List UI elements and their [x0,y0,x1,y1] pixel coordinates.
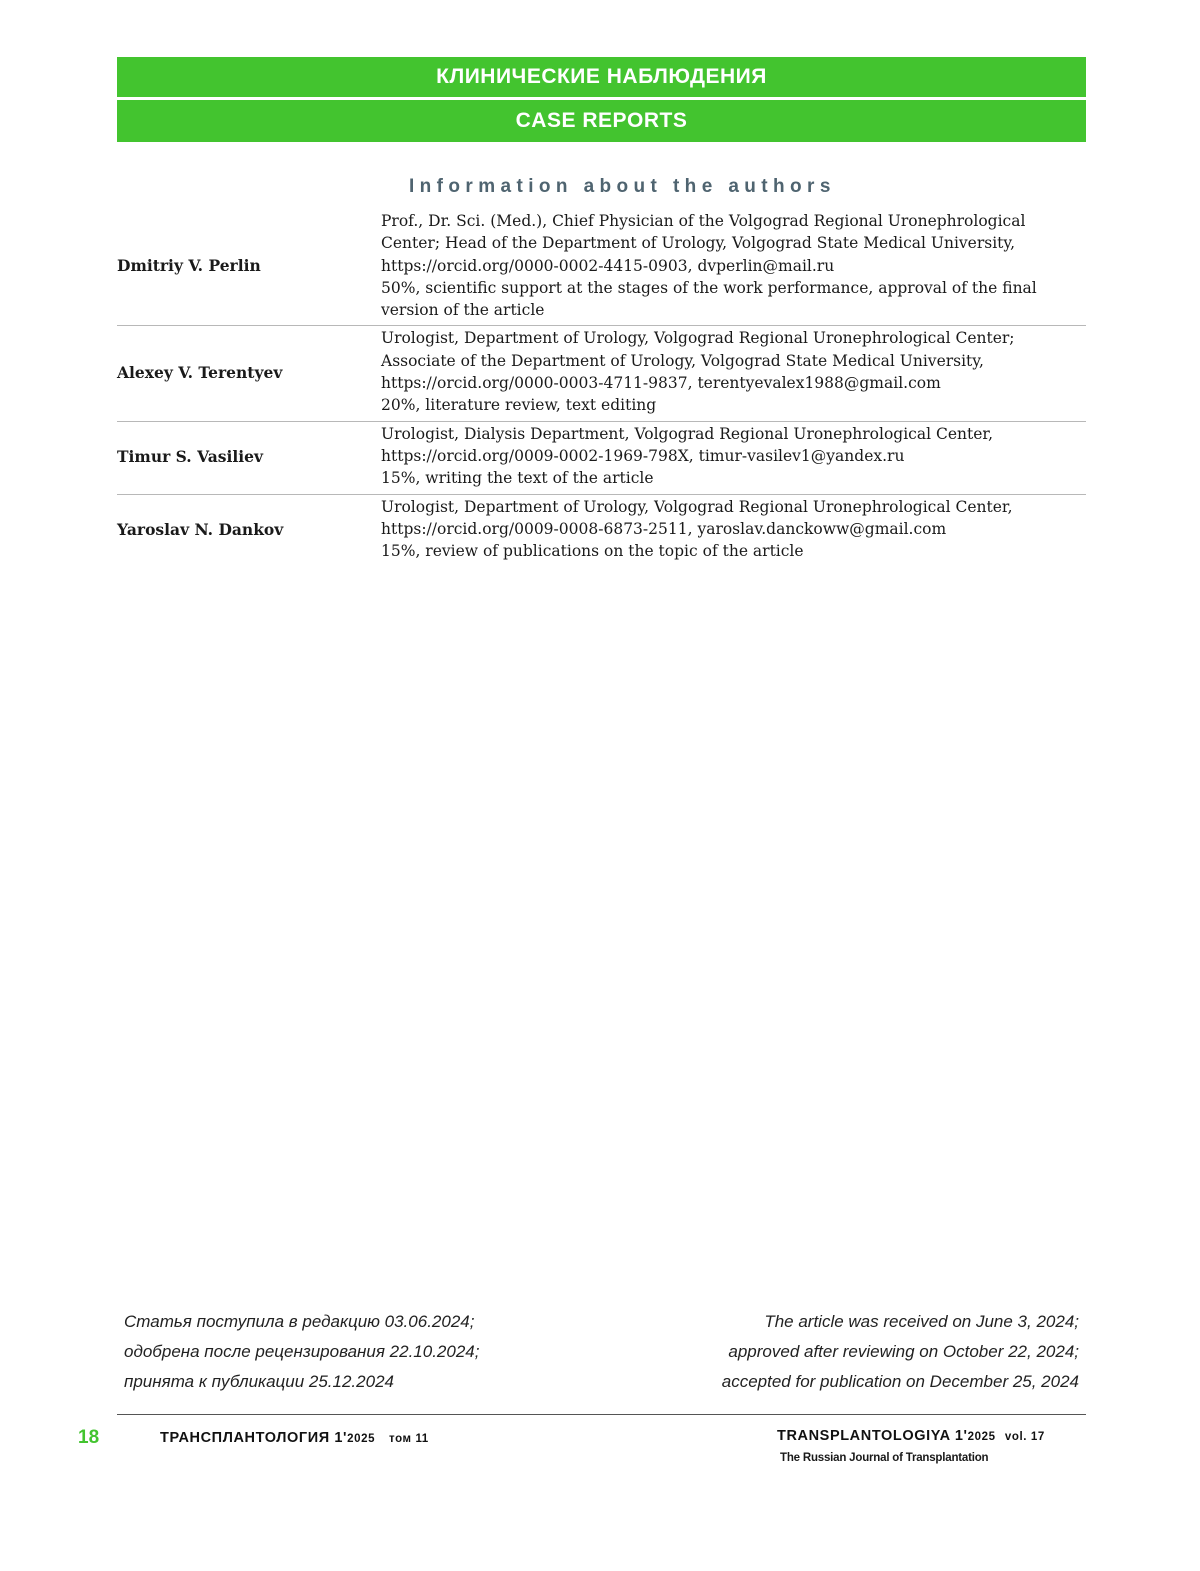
date-received-ru: Статья поступила в редакцию 03.06.2024; [124,1312,475,1331]
author-info [381,496,1086,563]
author-name: Alexey V. Terentyev [117,362,283,382]
author-info-line: 50%, scientific support at the stages of the work performance, approval of the final [381,278,1037,297]
journal-name-ru: ТРАНСПЛАНТОЛОГИЯ [160,1430,330,1446]
author-info-line: 20%, literature review, text editing [381,396,657,415]
journal-subtitle: The Russian Journal of Transplantation [780,1452,989,1464]
author-info-line: Center; Head of the Department of Urology, Volgograd State Medical University, [381,234,1016,253]
author-info-line: https://orcid.org/0000-0003-4711-9837, terentyevalex1988@gmail.com [381,374,941,393]
journal-title-en [777,1428,1045,1444]
author-info-line: version of the article [381,301,545,320]
author-name: Dmitriy V. Perlin [117,256,261,276]
author-info-line: 15%, review of publications on the topic of the article [381,542,804,561]
author-row [117,209,1086,326]
date-accepted-ru: принята к публикации 25.12.2024 [124,1372,394,1391]
date-approved-en: approved after reviewing on October 22, 2024; [728,1342,1079,1361]
authors-table [117,209,1086,566]
journal-volume-ru: том 11 [388,1433,429,1445]
dates-ru [124,1307,479,1397]
section-banner-ru: КЛИНИЧЕСКИЕ НАБЛЮДЕНИЯ [117,57,1086,97]
journal-name-en: TRANSPLANTOLOGIYA [777,1428,951,1444]
author-info-line: Urologist, Dialysis Department, Volgograd Regional Uronephrological Center, [381,424,994,443]
author-info [381,423,1086,490]
page-number: 18 [78,1427,100,1448]
author-info-line: Prof., Dr. Sci. (Med.), Chief Physician of the Volgograd Regional Uronephrological [381,212,1026,230]
author-row [117,326,1086,421]
journal-title-ru [160,1430,429,1446]
author-info [381,210,1086,321]
authors-section-title: Information about the authors [409,176,836,197]
section-banner-en: CASE REPORTS [117,100,1086,142]
date-approved-ru: одобрена после рецензирования 22.10.2024; [124,1342,480,1361]
author-info-line: https://orcid.org/0009-0002-1969-798X, timur-vasilev1@yandex.ru [381,446,905,465]
journal-issue-en: 1' [954,1428,968,1444]
dates-en [722,1307,1079,1397]
date-received-en: The article was received on June 3, 2024; [764,1312,1079,1331]
author-info-line: Urologist, Department of Urology, Volgograd Regional Uronephrological Center, [381,497,1013,516]
author-row [117,495,1086,567]
author-info-line: https://orcid.org/0009-0008-6873-2511, yaroslav.danckoww@gmail.com [381,519,947,538]
author-row [117,422,1086,495]
author-info-line: Associate of the Department of Urology, Volgograd State Medical University, [381,351,984,370]
journal-volume-en: vol. 17 [1004,1431,1045,1443]
author-info-line: https://orcid.org/0000-0002-4415-0903, dvperlin@mail.ru [381,256,835,275]
footer-divider [117,1414,1086,1415]
journal-year-ru: 2025 [347,1433,376,1445]
author-name: Timur S. Vasiliev [117,446,263,466]
journal-issue-ru: 1' [334,1430,348,1446]
author-name: Yaroslav N. Dankov [117,519,284,539]
date-accepted-en: accepted for publication on December 25, 2024 [721,1372,1079,1391]
author-info-line: Urologist, Department of Urology, Volgograd Regional Uronephrological Center; [381,329,1015,348]
author-info [381,327,1086,416]
journal-year-en: 2025 [967,1431,996,1443]
author-info-line: 15%, writing the text of the article [381,469,654,488]
